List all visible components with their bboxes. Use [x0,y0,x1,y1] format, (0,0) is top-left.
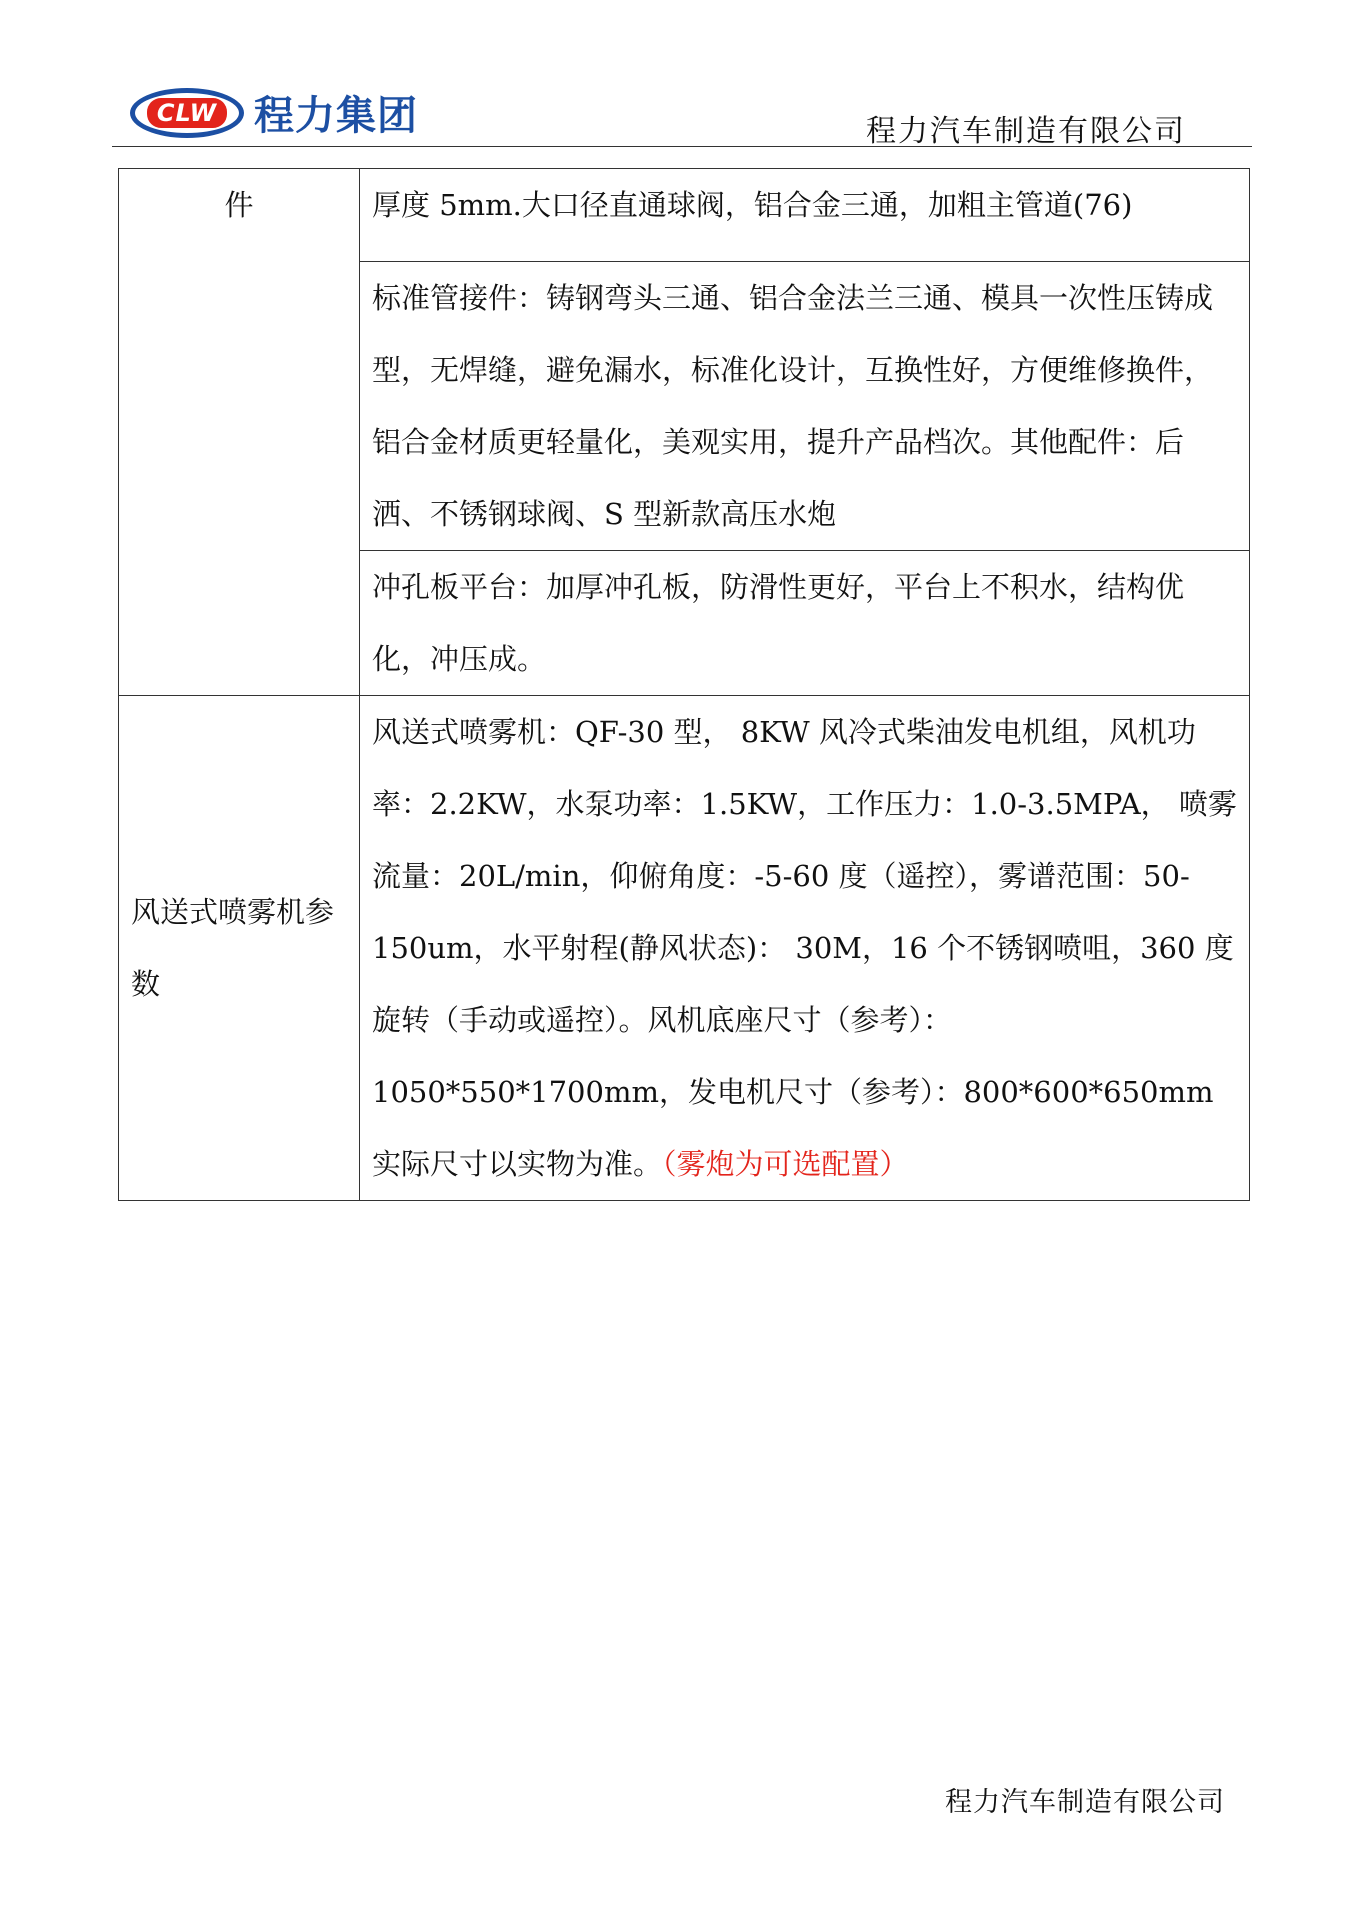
row-label-sprayer: 风送式喷雾机参数 [119,696,360,1201]
logo-text: 程力集团 [254,93,418,139]
row-content-sprayer [360,696,1250,1201]
clw-badge-icon [130,88,244,138]
row-content-standard-fittings: 标准管接件：铸钢弯头三通、铝合金法兰三通、模具一次性压铸成型，无焊缝，避免漏水，标准化设计，互换性好，方便维修换件，铝合金材质更轻量化，美观实用，提升产品档次。其他配件：后洒、不锈钢球阀、S 型新款高压水炮 [360,262,1250,551]
logo-badge-text: CLW [147,98,227,128]
row-content-valves: 厚度 5mm.大口径直通球阀，铝合金三通，加粗主管道(76) [360,169,1250,262]
page-header [112,80,1252,147]
table-row [119,696,1250,1201]
footer-company-name: 程力汽车制造有限公司 [945,1787,1225,1818]
sprayer-specs-text: 风送式喷雾机：QF-30 型， 8KW 风冷式柴油发电机组，风机功率：2.2KW，水泵功率：1.5KW，工作压力：1.0-3.5MPA， 喷雾流量：20L/min，仰俯角度：-5-60 度（遥控），雾谱范围：50-150um，水平射程(静风状态)： 30M，16 个不锈钢喷咀，360 度旋转（手动或遥控）。风机底座尺寸（参考）：1050*550*1700mm，发电机尺寸（参考）：800*600*650mm 实际尺寸以实物为准。 [372,715,1237,1181]
table-row [119,169,1250,262]
company-logo [130,84,418,141]
header-company-name: 程力汽车制造有限公司 [866,114,1186,149]
row-content-platform: 冲孔板平台：加厚冲孔板，防滑性更好，平台上不积水，结构优化，冲压成。 [360,551,1250,696]
spec-table [118,168,1250,1201]
row-label-fittings: 件 [119,169,360,696]
optional-note: （雾炮为可选配置） [662,1147,909,1181]
